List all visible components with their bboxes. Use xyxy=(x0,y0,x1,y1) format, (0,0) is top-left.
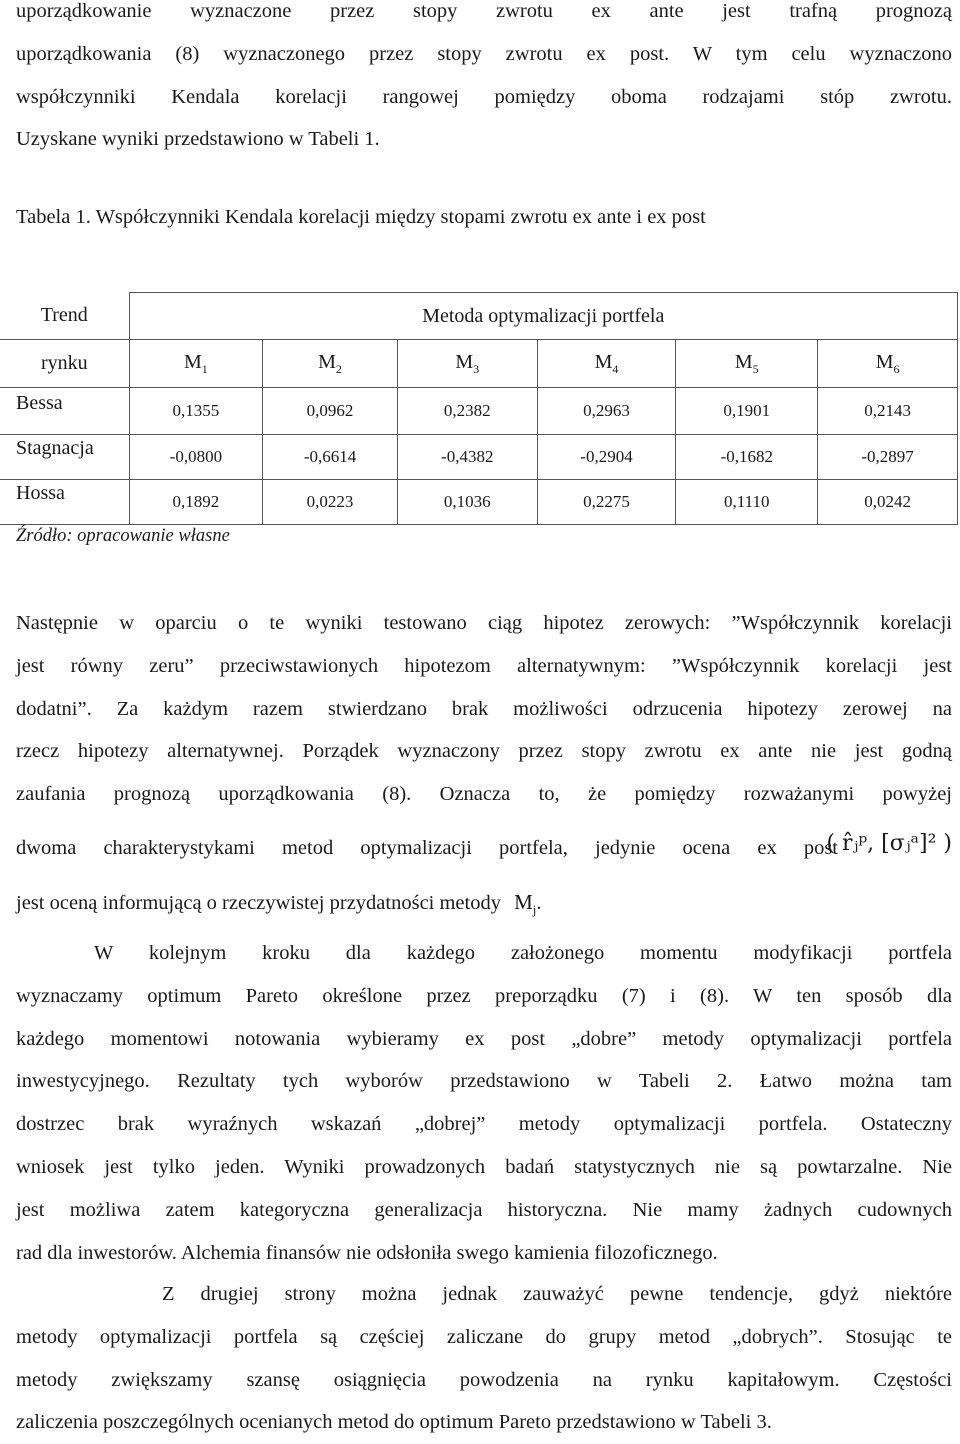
method-line xyxy=(16,880,542,932)
text-line: dostrzec brak wyraźnych wskazań „dobrej” metody optymalizacji portfela. Ostateczny xyxy=(16,1113,952,1136)
row-label: Stagnacja xyxy=(0,435,129,480)
row-label: Hossa xyxy=(0,480,129,525)
method-subscript: j xyxy=(532,902,537,918)
text-line: jest równy zeru” przeciwstawionych hipotezom alternatywnym: ”Współczynnik korelacji jest xyxy=(16,654,952,677)
tendencies-paragraph xyxy=(16,1273,952,1444)
table-cell: 0,1892 xyxy=(129,480,263,525)
kendall-table xyxy=(0,292,958,525)
table-cell: -0,0800 xyxy=(129,435,263,480)
text-line: dodatni”. Za każdym razem stwierdzano brak możliwości odrzucenia hipotezy zerowej na xyxy=(16,697,952,720)
table-caption: Tabela 1. Współczynniki Kendala korelacji między stopami zwrotu ex ante i ex post xyxy=(16,206,706,228)
table-cell: -0,4382 xyxy=(397,435,537,480)
text-line: wyznaczamy optimum Pareto określone przez preporządku (7) i (8). W ten sposób dla xyxy=(16,984,952,1007)
formula-line xyxy=(16,826,952,876)
corner-top: Trend xyxy=(0,293,129,340)
table-cell: 0,1110 xyxy=(676,480,818,525)
table-row xyxy=(0,388,958,435)
table-row xyxy=(0,480,958,525)
table-cell: 0,2143 xyxy=(818,388,958,435)
table-cell: -0,2904 xyxy=(537,435,676,480)
method-symbol: M xyxy=(514,890,533,914)
text-line: jest możliwa zatem kategoryczna generalizacja historyczna. Nie mamy żadnych cudownych xyxy=(16,1198,952,1221)
text-line: uporządkowania (8) wyznaczonego przez stopy zwrotu ex post. W tym celu wyznaczono xyxy=(16,42,952,65)
hypothesis-paragraph xyxy=(16,602,952,816)
table-cell: -0,6614 xyxy=(263,435,398,480)
table-cell: 0,0242 xyxy=(818,480,958,525)
table-cell: 0,2275 xyxy=(537,480,676,525)
table-row xyxy=(0,435,958,480)
text-line: rzecz hipotezy alternatywnej. Porządek wyznaczony przez stopy zwrotu ex ante nie jest godną xyxy=(16,740,952,763)
estimate-formula: ( r̂ⱼᵖ, [σⱼᵃ]² ) xyxy=(826,831,952,856)
table-cell: 0,1901 xyxy=(676,388,818,435)
column-header: $M_4$ xyxy=(537,340,676,388)
text-line: Następnie w oparciu o te wyniki testowano ciąg hipotez zerowych: ”Współczynnik korelacji xyxy=(16,612,952,634)
text-line: zaliczenia poszczególnych ocenianych metod do optimum Pareto przedstawiono w Tabeli 3. xyxy=(16,1411,772,1434)
text-line: metody optymalizacji portfela są częściej zaliczane do grupy metod „dobrych”. Stosując te xyxy=(16,1325,952,1348)
text-line: dwoma charakterystykami metod optymalizacji portfela, jedynie ocena ex post xyxy=(16,837,838,859)
text-line: jest oceną informującą o rzeczywistej przydatności metody xyxy=(16,892,501,914)
table-cell: 0,0223 xyxy=(263,480,398,525)
table-cell: 0,1355 xyxy=(129,388,263,435)
table-cell: -0,1682 xyxy=(676,435,818,480)
table-source-note: Źródło: opracowanie własne xyxy=(16,526,230,546)
table-cell: -0,2897 xyxy=(818,435,958,480)
table-cell: 0,2382 xyxy=(397,388,537,435)
table-cell: 0,2963 xyxy=(537,388,676,435)
column-header: $M_2$ xyxy=(263,340,398,388)
column-header: $M_1$ xyxy=(129,340,263,388)
pareto-paragraph xyxy=(16,932,952,1274)
column-header: $M_3$ xyxy=(397,340,537,388)
text-line: W kolejnym kroku dla każdego założonego momentu modyfikacji portfela xyxy=(94,942,952,964)
table-cell: 0,0962 xyxy=(263,388,398,435)
corner-bottom: rynku xyxy=(0,340,129,388)
text-line: rad dla inwestorów. Alchemia finansów nie odsłoniła swego kamienia filozoficznego. xyxy=(16,1241,718,1264)
text-line: . xyxy=(536,892,542,914)
text-line: uporządkowanie wyznaczone przez stopy zwrotu ex ante jest trafną prognozą xyxy=(16,0,952,22)
text-line: metody zwiększamy szansę osiągnięcia powodzenia na rynku kapitałowym. Częstości xyxy=(16,1368,952,1391)
intro-paragraph xyxy=(16,0,952,161)
text-line: Uzyskane wyniki przedstawiono w Tabeli 1. xyxy=(16,128,380,151)
text-line: każdego momentowi notowania wybieramy ex post „dobre” metody optymalizacji portfela xyxy=(16,1027,952,1050)
text-line: Z drugiej strony można jednak zauważyć pewne tendencje, gdyż niektóre xyxy=(162,1283,952,1305)
text-line: współczynniki Kendala korelacji rangowej pomiędzy oboma rodzajami stóp zwrotu. xyxy=(16,85,952,108)
text-line: wniosek jest tylko jeden. Wyniki prowadzonych badań statystycznych nie są powtarzalne. Nie xyxy=(16,1155,952,1178)
group-header: Metoda optymalizacji portfela xyxy=(129,293,957,340)
column-header: $M_6$ xyxy=(818,340,958,388)
text-line: inwestycyjnego. Rezultaty tych wyborów przedstawiono w Tabeli 2. Łatwo można tam xyxy=(16,1070,952,1093)
column-header: $M_5$ xyxy=(676,340,818,388)
text-line: zaufania prognozą uporządkowania (8). Oznacza to, że pomiędzy rozważanymi powyżej xyxy=(16,783,952,806)
table-cell: 0,1036 xyxy=(397,480,537,525)
row-label: Bessa xyxy=(0,388,129,435)
